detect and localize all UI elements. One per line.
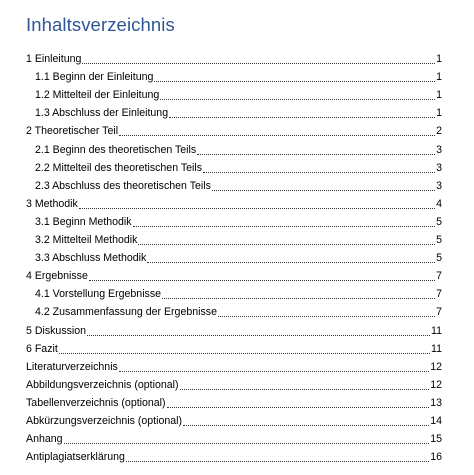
toc-entry-page-number: 7 (436, 270, 442, 283)
toc-entry-label: 3.2 Mittelteil Methodik (35, 234, 138, 246)
toc-entry[interactable] (26, 197, 442, 212)
toc-dot-leader (59, 352, 430, 354)
toc-entry-label: Literaturverzeichnis (26, 360, 118, 373)
toc-entry-page-number: 5 (436, 215, 442, 228)
toc-entry-label: 3.3 Abschluss Methodik (35, 252, 147, 265)
toc-entry[interactable] (35, 70, 442, 85)
toc-entry-label: 5 Diskussion (26, 324, 87, 337)
toc-entry[interactable] (26, 432, 442, 447)
toc-entry-label: 1.3 Abschluss der Einleitung (35, 107, 169, 120)
toc-dot-leader (126, 460, 429, 462)
toc-entry[interactable] (26, 378, 442, 393)
toc-entry-label: 3.1 Beginn Methodik (35, 215, 132, 228)
toc-entry-page-number: 2 (436, 125, 442, 138)
toc-entry-page-number: 5 (436, 252, 442, 265)
toc-entry[interactable] (26, 396, 442, 411)
toc-entry-page-number: 13 (430, 396, 442, 409)
toc-entry[interactable] (26, 52, 442, 67)
toc-entry[interactable] (35, 143, 442, 158)
toc-entry-page-number: 1 (436, 53, 442, 65)
toc-entry[interactable] (35, 161, 442, 176)
toc-entry-page-number: 1 (436, 107, 442, 120)
toc-entry-page-number: 7 (436, 288, 442, 301)
toc-entry-label: 2 Theoretischer Teil (26, 125, 119, 138)
toc-entry-label: 4 Ergebnisse (26, 270, 88, 283)
toc-entry-label: 3 Methodik (26, 197, 78, 210)
toc-entry-label: Antiplagiatserklärung (26, 451, 125, 464)
toc-dot-leader (154, 80, 435, 82)
toc-title: Inhaltsverzeichnis (26, 14, 175, 35)
toc-dot-leader (180, 388, 430, 390)
toc-entry-page-number: 4 (436, 197, 442, 210)
toc-entry[interactable] (35, 305, 442, 320)
toc-entry-page-number: 1 (436, 89, 442, 102)
toc-dot-leader (147, 261, 435, 263)
toc-dot-leader (82, 62, 435, 64)
toc-entry-page-number: 3 (436, 179, 442, 192)
toc-entry[interactable] (26, 324, 442, 339)
toc-entry-label: 1 Einleitung (26, 53, 82, 65)
toc-entry-page-number: 3 (436, 143, 442, 156)
toc-entry[interactable] (35, 287, 442, 302)
toc-entry-label: Abbildungsverzeichnis (optional) (26, 378, 179, 391)
toc-dot-leader (87, 334, 430, 336)
toc-entry[interactable] (26, 414, 442, 429)
toc-dot-leader (119, 370, 429, 372)
toc-entry-label: 1.1 Beginn der Einleitung (35, 71, 154, 84)
toc-entry-page-number: 3 (436, 161, 442, 174)
toc-dot-leader (212, 189, 435, 191)
toc-entry-label: 4.1 Vorstellung Ergebnisse (35, 288, 162, 301)
toc-entry[interactable] (26, 450, 442, 465)
toc-entry-page-number: 11 (431, 342, 442, 355)
toc-entry-label: 1.2 Mittelteil der Einleitung (35, 89, 160, 102)
toc-entry[interactable] (35, 106, 442, 121)
toc-dot-leader (167, 406, 430, 408)
toc-dot-leader (138, 243, 435, 245)
toc-entry-page-number: 14 (430, 415, 442, 427)
toc-dot-leader (64, 442, 430, 444)
toc-entry-page-number: 15 (430, 433, 442, 446)
toc-entry[interactable] (26, 342, 442, 357)
toc-entry-label: 4.2 Zusammenfassung der Ergebnisse (35, 306, 217, 319)
toc-entry-label: 2.3 Abschluss des theoretischen Teils (35, 179, 211, 192)
toc-entry[interactable] (35, 179, 442, 194)
toc-entry-page-number: 5 (436, 234, 442, 246)
toc-dot-leader (160, 98, 435, 100)
toc-entry-label: Abkürzungsverzeichnis (optional) (26, 415, 183, 427)
toc-entry-page-number: 12 (430, 378, 442, 391)
toc-entry-page-number: 1 (436, 71, 442, 84)
toc-dot-leader (79, 207, 435, 209)
toc-entry-label: 6 Fazit (26, 342, 58, 355)
toc-entry-page-number: 7 (436, 306, 442, 319)
toc-dot-leader (203, 171, 435, 173)
toc-dot-leader (218, 315, 435, 317)
toc-entry-page-number: 16 (430, 451, 442, 464)
toc-entry[interactable] (26, 124, 442, 139)
toc-dot-leader (133, 225, 436, 227)
toc-entry-label: Anhang (26, 433, 63, 446)
toc-dot-leader (89, 279, 435, 281)
toc-entry-label: 2.2 Mittelteil des theoretischen Teils (35, 161, 203, 174)
toc-dot-leader (119, 134, 435, 136)
toc-entry-page-number: 11 (431, 324, 442, 337)
toc-dot-leader (162, 297, 435, 299)
toc-entry[interactable] (35, 215, 442, 230)
toc-entry-label: Tabellenverzeichnis (optional) (26, 396, 166, 409)
toc-entry[interactable] (26, 360, 442, 375)
toc-dot-leader (183, 424, 429, 426)
toc-entry[interactable] (35, 251, 442, 266)
toc-entry[interactable] (35, 233, 442, 248)
toc-entry[interactable] (26, 269, 442, 284)
toc-dot-leader (169, 116, 435, 118)
toc-dot-leader (197, 153, 435, 155)
toc-entry-page-number: 12 (430, 360, 442, 373)
toc-entry[interactable] (35, 88, 442, 103)
toc-entry-label: 2.1 Beginn des theoretischen Teils (35, 143, 197, 156)
